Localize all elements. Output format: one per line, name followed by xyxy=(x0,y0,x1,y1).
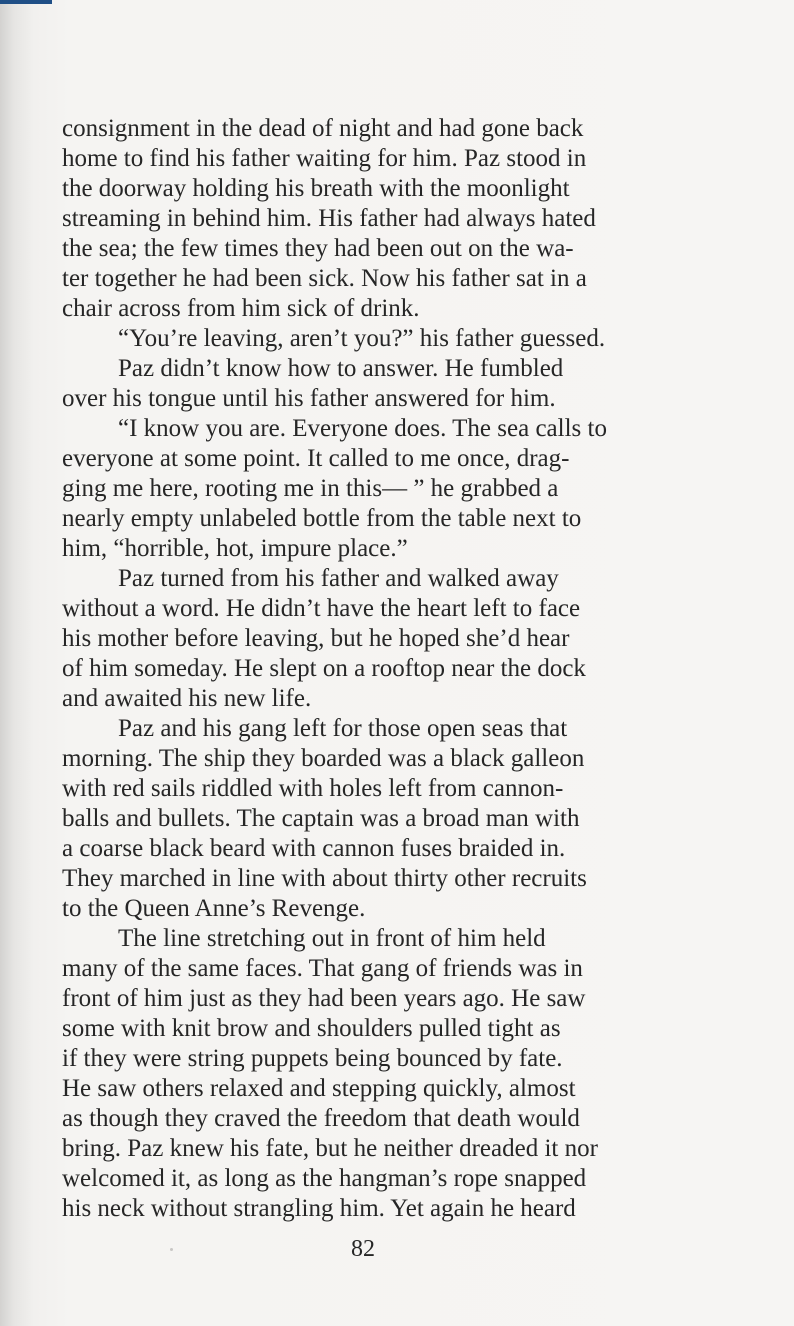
text-line: “I know you are. Everyone does. The sea calls to xyxy=(118,415,607,442)
text-line: a coarse black beard with cannon fuses braided in. xyxy=(62,835,566,862)
text-line: streaming in behind him. His father had always hated xyxy=(62,205,596,232)
text-line: and awaited his new life. xyxy=(62,685,312,712)
text-line: home to find his father waiting for him. Paz stood in xyxy=(62,145,587,172)
text-line: “You’re leaving, aren’t you?” his father guessed. xyxy=(118,325,606,352)
text-line: his mother before leaving, but he hoped she’d hear xyxy=(62,625,570,652)
text-line: welcomed it, as long as the hangman’s rope snapped xyxy=(62,1165,587,1192)
text-line: chair across from him sick of drink. xyxy=(62,295,420,322)
body-text xyxy=(62,114,668,1224)
text-line: some with knit brow and shoulders pulled tight as xyxy=(62,1015,561,1042)
text-line: morning. The ship they boarded was a black galleon xyxy=(62,745,585,772)
text-line: with red sails riddled with holes left from cannon- xyxy=(62,775,564,802)
text-line: The line stretching out in front of him held xyxy=(118,925,546,952)
text-line: without a word. He didn’t have the heart left to face xyxy=(62,595,581,622)
text-line: the sea; the few times they had been out on the wa- xyxy=(62,235,574,262)
text-line: consignment in the dead of night and had gone back xyxy=(62,115,584,142)
text-line: Paz and his gang left for those open seas that xyxy=(118,715,568,742)
text-line: everyone at some point. It called to me once, drag- xyxy=(62,445,570,472)
text-line: over his tongue until his father answered for him. xyxy=(62,385,556,412)
text-line: bring. Paz knew his fate, but he neither dreaded it nor xyxy=(62,1135,598,1162)
text-line: They marched in line with about thirty other recruits xyxy=(62,865,587,892)
scan-speck xyxy=(170,1248,173,1251)
text-line: if they were string puppets being bounced by fate. xyxy=(62,1045,563,1072)
text-line: front of him just as they had been years ago. He saw xyxy=(62,985,586,1012)
text-line: He saw others relaxed and stepping quickly, almost xyxy=(62,1075,576,1102)
text-line: ter together he had been sick. Now his father sat in a xyxy=(62,265,587,292)
text-line: his neck without strangling him. Yet again he heard xyxy=(62,1195,576,1222)
text-line: many of the same faces. That gang of friends was in xyxy=(62,955,583,982)
text-line: the doorway holding his breath with the moonlight xyxy=(62,175,570,202)
text-line: of him someday. He slept on a rooftop near the dock xyxy=(62,655,586,682)
text-line: as though they craved the freedom that death would xyxy=(62,1105,580,1132)
text-line: him, “horrible, hot, impure place.” xyxy=(62,535,408,562)
text-line: balls and bullets. The captain was a broad man with xyxy=(62,805,580,832)
text-line: Paz turned from his father and walked away xyxy=(118,565,559,592)
text-line: nearly empty unlabeled bottle from the table next to xyxy=(62,505,582,532)
page-number: 82 xyxy=(351,1236,375,1262)
text-line: ging me here, rooting me in this— ” he grabbed a xyxy=(62,475,559,502)
text-line: Paz didn’t know how to answer. He fumbled xyxy=(118,355,564,382)
scan-edge-mark xyxy=(0,0,52,4)
text-line: to the Queen Anne’s Revenge. xyxy=(62,895,366,922)
